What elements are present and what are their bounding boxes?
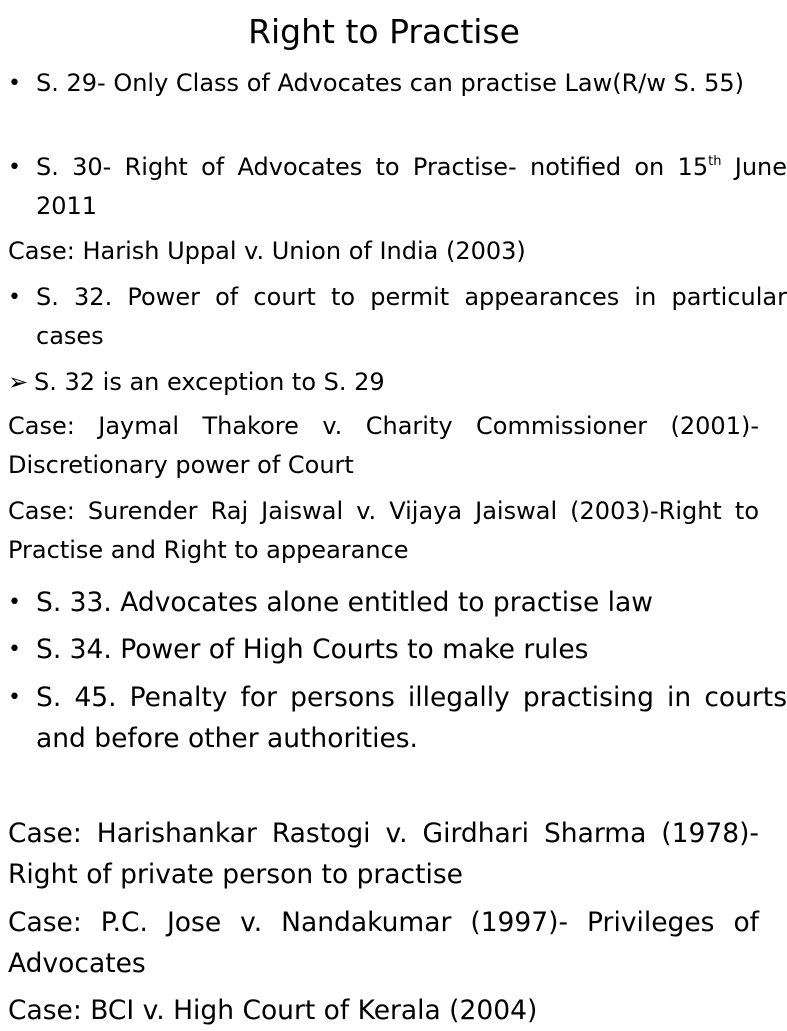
case-harish-uppal: Case: Harish Uppal v. Union of India (2003) [8, 237, 526, 265]
bullet-icon: • [8, 685, 21, 710]
bullet-icon: • [8, 155, 21, 180]
bullet-icon: • [8, 285, 21, 310]
bullet-s33 [8, 582, 787, 623]
bullet-s32 [8, 278, 787, 356]
case-pc-jose: Case: P.C. Jose v. Nandakumar (1997)- Privileges of Advocates [8, 907, 759, 979]
case-jaymal-thakore: Case: Jaymal Thakore v. Charity Commissioner (2001)-Discretionary power of Court [8, 412, 759, 479]
slide-title: Right to Practise [248, 12, 520, 51]
arrow-bullet-icon: ➢ [8, 368, 29, 396]
bullet-s34-text: S. 34. Power of High Courts to make rules [36, 634, 589, 665]
bullet-s30-superscript: th [708, 154, 722, 169]
bullet-s29-text: S. 29- Only Class of Advocates can practise Law(R/w S. 55) [36, 69, 744, 97]
bullet-icon: • [8, 637, 21, 662]
bullet-s30-tail: June 2011 [36, 153, 787, 220]
bullet-s30-text: S. 30- Right of Advocates to Practise- notified on 15 [36, 153, 709, 181]
bullet-s30 [8, 148, 787, 226]
bullet-icon: • [8, 590, 21, 615]
arrow-bullet-s32-exception-text: S. 32 is an exception to S. 29 [34, 368, 385, 396]
case-surender-raj-jaiswal: Case: Surender Raj Jaiswal v. Vijaya Jaiswal (2003)-Right to Practise and Right to appearance [8, 497, 759, 564]
bullet-s45 [8, 677, 787, 759]
bullet-s45-text: S. 45. Penalty for persons illegally practising in courts and before other authorities. [36, 682, 787, 754]
bullet-s32-text: S. 32. Power of court to permit appearances in particular cases [36, 283, 787, 350]
arrow-bullet-s32-exception [8, 363, 785, 402]
bullet-s29 [8, 64, 787, 103]
bullet-icon: • [8, 71, 21, 96]
bullet-s34 [8, 629, 787, 670]
bullet-s33-text: S. 33. Advocates alone entitled to practise law [36, 587, 653, 618]
case-bci-high-court-kerala: Case: BCI v. High Court of Kerala (2004) [8, 995, 538, 1026]
case-harishankar-rastogi: Case: Harishankar Rastogi v. Girdhari Sharma (1978)-Right of private person to practise [8, 818, 759, 890]
